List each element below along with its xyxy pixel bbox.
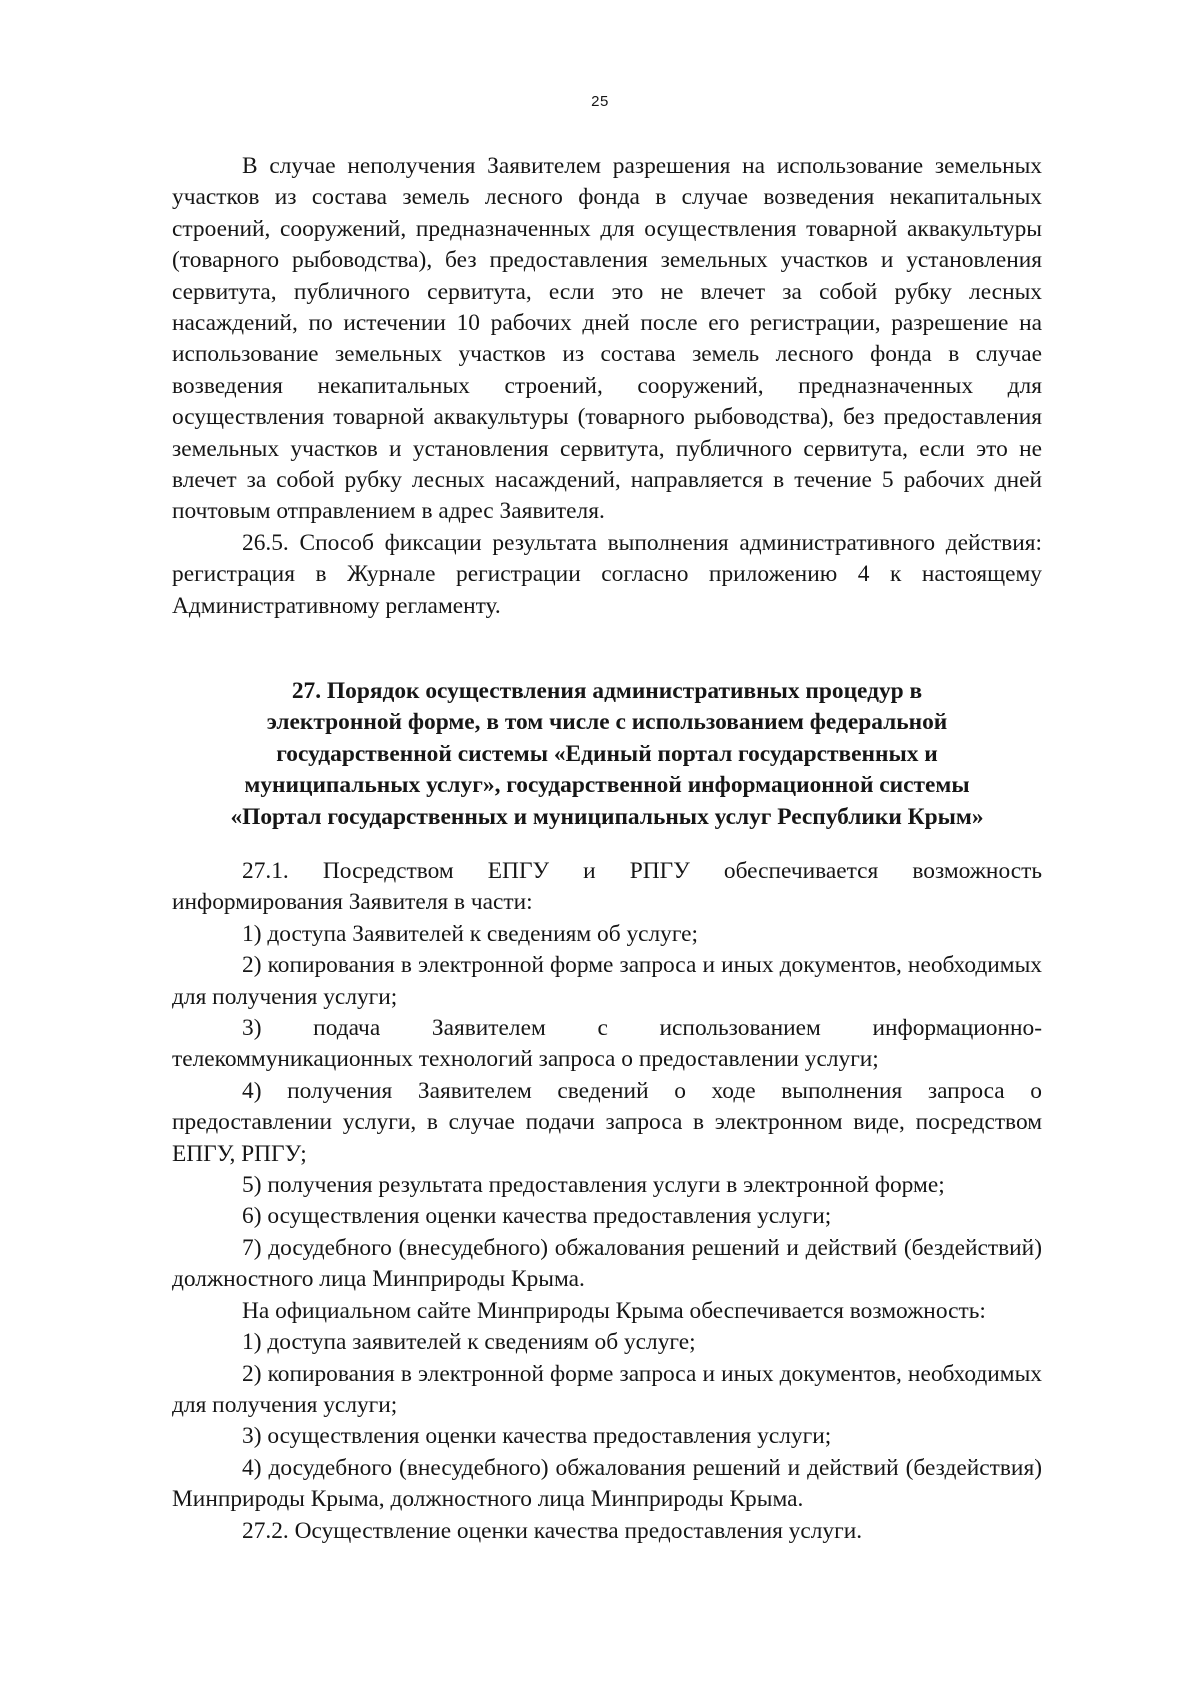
list-item: 2) копирования в электронной форме запроса и иных документов, необходимых для получения услуги; bbox=[172, 1360, 1042, 1418]
list-item: 1) доступа заявителей к сведениям об услуге; bbox=[242, 1329, 696, 1356]
section-27-heading bbox=[172, 676, 1042, 833]
section-26-text bbox=[172, 151, 1042, 622]
heading-line: государственной системы «Единый портал государственных и bbox=[276, 740, 938, 767]
section-27-text bbox=[172, 856, 1042, 1547]
page-number: 25 bbox=[591, 93, 609, 110]
list-item: 7) досудебного (внесудебного) обжалования решений и действий (бездействий) должностного лица Минприроды Крыма. bbox=[172, 1234, 1042, 1293]
paragraph: На официальном сайте Минприроды Крыма обеспечивается возможность: bbox=[242, 1297, 986, 1324]
paragraph: 27.1. Посредством ЕПГУ и РПГУ обеспечивается возможность информирования Заявителя в части: bbox=[172, 858, 1042, 916]
list-item: 3) подача Заявителем с использованием информационно-телекоммуникационных технологий запроса о предоставлении услуги; bbox=[172, 1015, 1042, 1073]
list-item: 1) доступа Заявителей к сведениям об услуге; bbox=[242, 920, 699, 947]
heading-line: муниципальных услуг», государственной информационной системы bbox=[244, 772, 970, 799]
list-item: 3) осуществления оценки качества предоставления услуги; bbox=[242, 1423, 832, 1450]
list-item: 2) копирования в электронной форме запроса и иных документов, необходимых для получения услуги; bbox=[172, 952, 1042, 1010]
list-item: 5) получения результата предоставления услуги в электронной форме; bbox=[242, 1172, 945, 1199]
paragraph: 26.5. Способ фиксации результата выполнения административного действия: регистрация в Журнале регистрации согласно приложению 4 к настоящему Административному регламенту. bbox=[172, 529, 1042, 619]
heading-line: 27. Порядок осуществления административных процедур в bbox=[291, 678, 923, 704]
paragraph: В случае неполучения Заявителем разрешения на использование земельных участков из состава земель лесного фонда в случае возведения некапитальных строений, сооружений, предназначенных для осуществления товарной аквакультуры (товарного рыбоводства), без предоставления земельных участков и установления сервитута, публичного сервитута, если это не влечет за собой рубку лесных насаждений, по истечении 10 рабочих дней после его регистрации, разрешение на использование земельных участков из состава земель лесного фонда в случае возведения некапитальных строений, сооружений, предназначенных для осуществления товарной аквакультуры (товарного рыбоводства), без предоставления земельных участков и установления сервитута, публичного сервитута, если это не влечет за собой рубку лесных насаждений, направляется в течение 5 рабочих дней почтовым отправлением в адрес Заявителя. bbox=[172, 153, 1042, 525]
heading-line: электронной форме, в том числе с использованием федеральной bbox=[266, 709, 948, 736]
heading-line: «Портал государственных и муниципальных услуг Республики Крым» bbox=[230, 803, 984, 830]
list-item: 4) получения Заявителем сведений о ходе выполнения запроса о предоставлении услуги, в случае подачи запроса в электронном виде, посредством ЕПГУ, РПГУ; bbox=[172, 1077, 1042, 1167]
paragraph: 27.2. Осуществление оценки качества предоставления услуги. bbox=[242, 1517, 863, 1544]
list-item: 6) осуществления оценки качества предоставления услуги; bbox=[242, 1203, 832, 1230]
list-item: 4) досудебного (внесудебного) обжалования решений и действий (бездействия) Минприроды Крыма, должностного лица Минприроды Крыма. bbox=[172, 1454, 1042, 1513]
